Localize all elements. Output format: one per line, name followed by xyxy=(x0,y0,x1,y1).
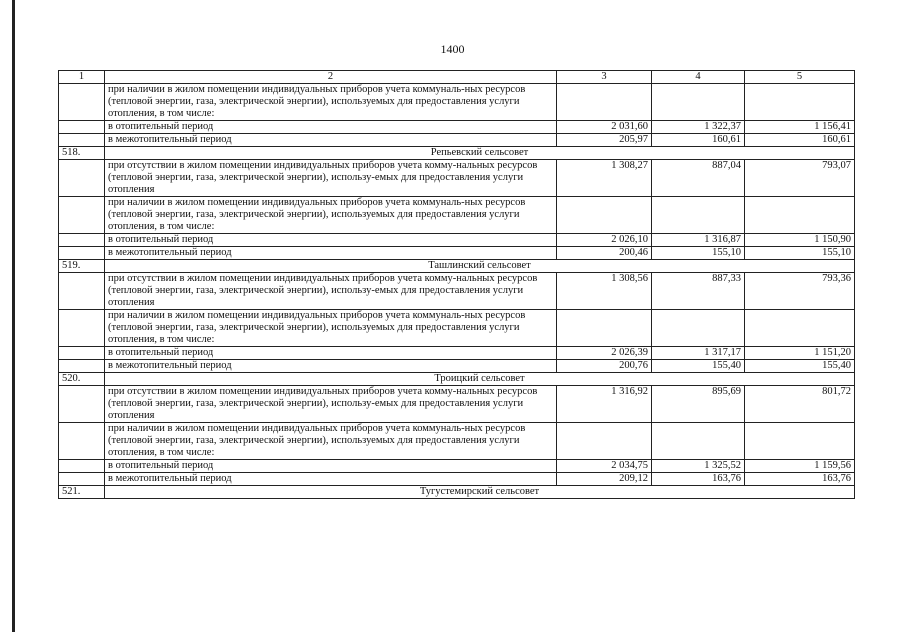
table-row xyxy=(59,234,855,247)
row-description: при отсутствии в жилом помещении индивидуальных приборов учета комму-нальных ресурсов (тепловой энергии, газа, электрической энергии), использу-емых для предоставления услуги отопления xyxy=(105,273,557,310)
row-number xyxy=(59,423,105,460)
row-number xyxy=(59,473,105,486)
value-col-3: 1 316,92 xyxy=(557,386,652,423)
header-col-1: 1 xyxy=(59,71,105,84)
region-row xyxy=(59,373,855,386)
row-description: при отсутствии в жилом помещении индивидуальных приборов учета комму-нальных ресурсов (тепловой энергии, газа, электрической энергии), использу-емых для предоставления услуги отопления xyxy=(105,160,557,197)
row-number xyxy=(59,84,105,121)
value-col-4: 1 317,17 xyxy=(652,347,745,360)
region-name: Тугустемирский сельсовет xyxy=(105,486,855,499)
value-col-5: 163,76 xyxy=(745,473,855,486)
row-number: 521. xyxy=(59,486,105,499)
row-description: при наличии в жилом помещении индивидуальных приборов учета коммуналь-ных ресурсов (тепловой энергии, газа, электрической энергии), используемых для предоставления услуги отопления, в том числе: xyxy=(105,310,557,347)
row-description: в межотопительный период xyxy=(105,247,557,260)
value-col-5 xyxy=(745,310,855,347)
binding-edge-line xyxy=(12,0,15,632)
row-number xyxy=(59,273,105,310)
tariff-table xyxy=(58,70,855,499)
table-row xyxy=(59,134,855,147)
value-col-5: 1 159,56 xyxy=(745,460,855,473)
table-row xyxy=(59,273,855,310)
row-number xyxy=(59,460,105,473)
value-col-5: 793,36 xyxy=(745,273,855,310)
table-row xyxy=(59,473,855,486)
value-col-4: 155,40 xyxy=(652,360,745,373)
table-header-row xyxy=(59,71,855,84)
region-row xyxy=(59,147,855,160)
header-col-3: 3 xyxy=(557,71,652,84)
value-col-4: 155,10 xyxy=(652,247,745,260)
row-description: в отопительный период xyxy=(105,347,557,360)
value-col-5 xyxy=(745,423,855,460)
row-number xyxy=(59,386,105,423)
row-number xyxy=(59,347,105,360)
table-row xyxy=(59,121,855,134)
value-col-4 xyxy=(652,84,745,121)
value-col-3 xyxy=(557,84,652,121)
row-number xyxy=(59,247,105,260)
row-description: в отопительный период xyxy=(105,121,557,134)
row-number xyxy=(59,310,105,347)
row-number xyxy=(59,121,105,134)
row-description: в межотопительный период xyxy=(105,473,557,486)
row-description: при наличии в жилом помещении индивидуальных приборов учета коммуналь-ных ресурсов (тепловой энергии, газа, электрической энергии), используемых для предоставления услуги отопления, в том числе: xyxy=(105,423,557,460)
value-col-4: 163,76 xyxy=(652,473,745,486)
row-description: при наличии в жилом помещении индивидуальных приборов учета коммуналь-ных ресурсов (тепловой энергии, газа, электрической энергии), используемых для предоставления услуги отопления, в том числе: xyxy=(105,84,557,121)
value-col-3: 200,46 xyxy=(557,247,652,260)
value-col-5: 155,40 xyxy=(745,360,855,373)
value-col-4 xyxy=(652,197,745,234)
row-description: при наличии в жилом помещении индивидуальных приборов учета коммуналь-ных ресурсов (тепловой энергии, газа, электрической энергии), используемых для предоставления услуги отопления, в том числе: xyxy=(105,197,557,234)
value-col-3: 1 308,56 xyxy=(557,273,652,310)
value-col-5 xyxy=(745,84,855,121)
value-col-3: 1 308,27 xyxy=(557,160,652,197)
row-number xyxy=(59,160,105,197)
table-row xyxy=(59,423,855,460)
region-row xyxy=(59,260,855,273)
value-col-3 xyxy=(557,197,652,234)
region-name: Ташлинский сельсовет xyxy=(105,260,855,273)
row-description: в межотопительный период xyxy=(105,360,557,373)
value-col-3: 2 031,60 xyxy=(557,121,652,134)
table-row xyxy=(59,160,855,197)
table-row xyxy=(59,310,855,347)
value-col-3: 2 026,10 xyxy=(557,234,652,247)
row-number xyxy=(59,134,105,147)
value-col-4 xyxy=(652,423,745,460)
row-number: 518. xyxy=(59,147,105,160)
value-col-4 xyxy=(652,310,745,347)
table-row xyxy=(59,460,855,473)
row-description: в отопительный период xyxy=(105,460,557,473)
header-col-2: 2 xyxy=(105,71,557,84)
value-col-5 xyxy=(745,197,855,234)
table-row xyxy=(59,84,855,121)
table-row xyxy=(59,247,855,260)
value-col-3: 2 026,39 xyxy=(557,347,652,360)
row-description: в межотопительный период xyxy=(105,134,557,147)
row-number: 520. xyxy=(59,373,105,386)
row-number xyxy=(59,234,105,247)
value-col-5: 1 156,41 xyxy=(745,121,855,134)
header-col-4: 4 xyxy=(652,71,745,84)
row-number: 519. xyxy=(59,260,105,273)
value-col-3: 205,97 xyxy=(557,134,652,147)
value-col-3: 200,76 xyxy=(557,360,652,373)
value-col-5: 801,72 xyxy=(745,386,855,423)
value-col-5: 155,10 xyxy=(745,247,855,260)
value-col-4: 1 325,52 xyxy=(652,460,745,473)
table-row xyxy=(59,360,855,373)
table-row xyxy=(59,197,855,234)
value-col-4: 887,04 xyxy=(652,160,745,197)
row-description: в отопительный период xyxy=(105,234,557,247)
row-number xyxy=(59,360,105,373)
table-row xyxy=(59,347,855,360)
value-col-3 xyxy=(557,310,652,347)
header-col-5: 5 xyxy=(745,71,855,84)
value-col-3: 209,12 xyxy=(557,473,652,486)
value-col-4: 895,69 xyxy=(652,386,745,423)
page-number: 1400 xyxy=(440,42,465,56)
value-col-4: 887,33 xyxy=(652,273,745,310)
value-col-5: 1 151,20 xyxy=(745,347,855,360)
value-col-5: 160,61 xyxy=(745,134,855,147)
value-col-3 xyxy=(557,423,652,460)
value-col-4: 160,61 xyxy=(652,134,745,147)
region-name: Троицкий сельсовет xyxy=(105,373,855,386)
row-number xyxy=(59,197,105,234)
value-col-5: 793,07 xyxy=(745,160,855,197)
value-col-3: 2 034,75 xyxy=(557,460,652,473)
value-col-5: 1 150,90 xyxy=(745,234,855,247)
value-col-4: 1 316,87 xyxy=(652,234,745,247)
region-name: Репьевский сельсовет xyxy=(105,147,855,160)
table-row xyxy=(59,386,855,423)
region-row xyxy=(59,486,855,499)
row-description: при отсутствии в жилом помещении индивидуальных приборов учета комму-нальных ресурсов (тепловой энергии, газа, электрической энергии), использу-емых для предоставления услуги отопления xyxy=(105,386,557,423)
value-col-4: 1 322,37 xyxy=(652,121,745,134)
